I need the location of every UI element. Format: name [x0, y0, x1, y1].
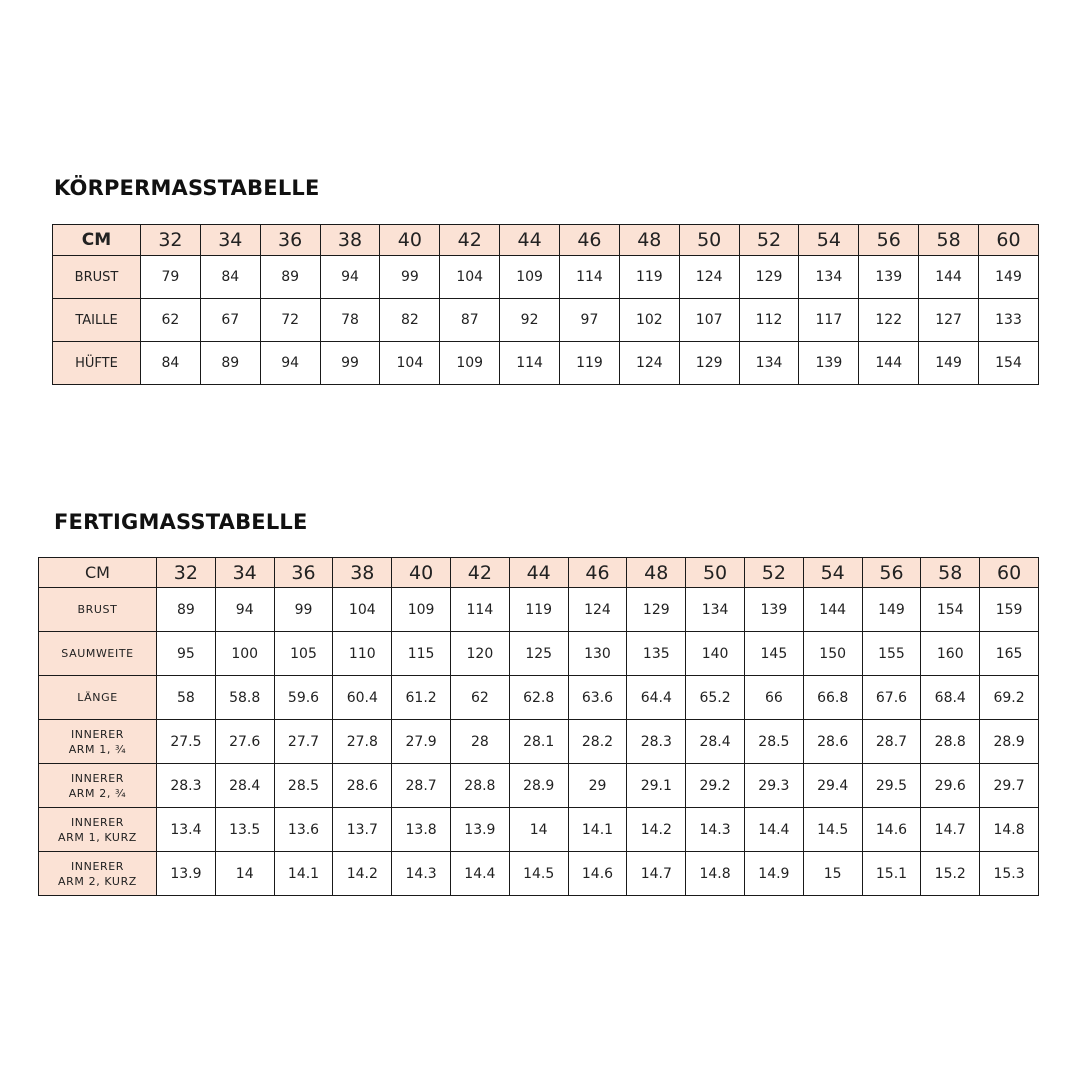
value-cell: 15.1: [862, 852, 921, 896]
value-cell: 62: [141, 299, 201, 342]
value-cell: 119: [509, 588, 568, 632]
value-cell: 149: [919, 342, 979, 385]
value-cell: 29.6: [921, 764, 980, 808]
value-cell: 28.8: [921, 720, 980, 764]
size-header-cell: 40: [392, 558, 451, 588]
value-cell: 114: [450, 588, 509, 632]
value-cell: 72: [260, 299, 320, 342]
size-header-cell: 32: [141, 225, 201, 256]
value-cell: 14.2: [627, 808, 686, 852]
unit-header-cell: CM: [39, 558, 157, 588]
row-label-cell: [39, 808, 157, 852]
value-cell: 119: [560, 342, 620, 385]
value-cell: 14.4: [744, 808, 803, 852]
value-cell: 127: [919, 299, 979, 342]
measurement-row: [39, 676, 1039, 720]
size-header-cell: 60: [979, 225, 1039, 256]
value-cell: 105: [274, 632, 333, 676]
value-cell: 99: [380, 256, 440, 299]
value-cell: 27.8: [333, 720, 392, 764]
value-cell: 14.1: [274, 852, 333, 896]
value-cell: 155: [862, 632, 921, 676]
value-cell: 133: [979, 299, 1039, 342]
value-cell: 14.7: [627, 852, 686, 896]
row-label-cell: [39, 588, 157, 632]
koerper-size-table: [52, 224, 1039, 385]
value-cell: 64.4: [627, 676, 686, 720]
value-cell: 95: [157, 632, 216, 676]
row-label-line: ARM 2, KURZ: [58, 874, 137, 888]
value-cell: 14.5: [803, 808, 862, 852]
header-row: [53, 225, 1039, 256]
row-label-cell: TAILLE: [53, 299, 141, 342]
value-cell: 28.3: [157, 764, 216, 808]
value-cell: 89: [157, 588, 216, 632]
value-cell: 28.2: [568, 720, 627, 764]
value-cell: 110: [333, 632, 392, 676]
value-cell: 149: [979, 256, 1039, 299]
value-cell: 28.5: [744, 720, 803, 764]
value-cell: 13.5: [215, 808, 274, 852]
value-cell: 100: [215, 632, 274, 676]
value-cell: 60.4: [333, 676, 392, 720]
size-header-cell: 36: [274, 558, 333, 588]
value-cell: 124: [679, 256, 739, 299]
unit-header-cell: CM: [53, 225, 141, 256]
value-cell: 28.4: [686, 720, 745, 764]
value-cell: 28: [450, 720, 509, 764]
size-header-cell: 44: [509, 558, 568, 588]
value-cell: 66.8: [803, 676, 862, 720]
value-cell: 29.3: [744, 764, 803, 808]
value-cell: 104: [440, 256, 500, 299]
value-cell: 14.3: [392, 852, 451, 896]
measurement-row: [39, 764, 1039, 808]
value-cell: 14.9: [744, 852, 803, 896]
value-cell: 154: [921, 588, 980, 632]
measurement-row: [39, 852, 1039, 896]
row-label-line: INNERER: [70, 815, 125, 829]
value-cell: 15: [803, 852, 862, 896]
row-label-cell: [39, 720, 157, 764]
value-cell: 65.2: [686, 676, 745, 720]
row-label-line: SAUMWEITE: [61, 647, 134, 660]
value-cell: 117: [799, 299, 859, 342]
size-header-cell: 52: [739, 225, 799, 256]
value-cell: 159: [980, 588, 1039, 632]
value-cell: 29.5: [862, 764, 921, 808]
size-header-cell: 58: [919, 225, 979, 256]
size-header-cell: 54: [803, 558, 862, 588]
size-header-cell: 46: [560, 225, 620, 256]
value-cell: 122: [859, 299, 919, 342]
value-cell: 58: [157, 676, 216, 720]
value-cell: 144: [919, 256, 979, 299]
measurement-row: [39, 720, 1039, 764]
value-cell: 28.6: [333, 764, 392, 808]
value-cell: 14.2: [333, 852, 392, 896]
value-cell: 129: [627, 588, 686, 632]
value-cell: 28.7: [392, 764, 451, 808]
row-label-line: ARM 1, KURZ: [58, 830, 137, 844]
size-header-cell: 32: [157, 558, 216, 588]
value-cell: 28.8: [450, 764, 509, 808]
value-cell: 13.8: [392, 808, 451, 852]
row-label-cell: BRUST: [53, 256, 141, 299]
value-cell: 13.4: [157, 808, 216, 852]
value-cell: 69.2: [980, 676, 1039, 720]
value-cell: 29.7: [980, 764, 1039, 808]
row-label-line: ARM 2, ¾: [68, 786, 127, 800]
size-header-cell: 50: [679, 225, 739, 256]
value-cell: 165: [980, 632, 1039, 676]
size-header-cell: 56: [862, 558, 921, 588]
value-cell: 62.8: [509, 676, 568, 720]
value-cell: 67: [200, 299, 260, 342]
size-header-cell: 36: [260, 225, 320, 256]
measurement-row: [53, 342, 1039, 385]
value-cell: 13.9: [157, 852, 216, 896]
value-cell: 28.6: [803, 720, 862, 764]
value-cell: 27.5: [157, 720, 216, 764]
row-label-cell: [39, 676, 157, 720]
row-label-line: INNERER: [70, 859, 125, 873]
value-cell: 14.7: [921, 808, 980, 852]
value-cell: 28.3: [627, 720, 686, 764]
value-cell: 124: [619, 342, 679, 385]
value-cell: 149: [862, 588, 921, 632]
value-cell: 14.6: [862, 808, 921, 852]
value-cell: 29.2: [686, 764, 745, 808]
value-cell: 109: [392, 588, 451, 632]
value-cell: 89: [200, 342, 260, 385]
value-cell: 109: [500, 256, 560, 299]
size-header-cell: 34: [200, 225, 260, 256]
row-label-cell: [39, 852, 157, 896]
row-label-cell: [39, 632, 157, 676]
value-cell: 14.5: [509, 852, 568, 896]
value-cell: 104: [380, 342, 440, 385]
value-cell: 124: [568, 588, 627, 632]
row-label-line: INNERER: [70, 727, 125, 741]
value-cell: 14.8: [980, 808, 1039, 852]
value-cell: 94: [320, 256, 380, 299]
value-cell: 120: [450, 632, 509, 676]
value-cell: 99: [274, 588, 333, 632]
size-header-cell: 44: [500, 225, 560, 256]
value-cell: 28.9: [509, 764, 568, 808]
value-cell: 66: [744, 676, 803, 720]
value-cell: 28.7: [862, 720, 921, 764]
value-cell: 13.6: [274, 808, 333, 852]
measurement-row: [53, 256, 1039, 299]
value-cell: 115: [392, 632, 451, 676]
value-cell: 87: [440, 299, 500, 342]
row-label-line: INNERER: [70, 771, 125, 785]
size-header-cell: 50: [686, 558, 745, 588]
value-cell: 129: [739, 256, 799, 299]
value-cell: 130: [568, 632, 627, 676]
value-cell: 84: [200, 256, 260, 299]
size-header-cell: 48: [619, 225, 679, 256]
size-header-cell: 40: [380, 225, 440, 256]
value-cell: 94: [215, 588, 274, 632]
row-label-line: LÄNGE: [77, 691, 118, 704]
value-cell: 145: [744, 632, 803, 676]
value-cell: 97: [560, 299, 620, 342]
value-cell: 139: [799, 342, 859, 385]
size-header-cell: 34: [215, 558, 274, 588]
value-cell: 150: [803, 632, 862, 676]
value-cell: 67.6: [862, 676, 921, 720]
value-cell: 68.4: [921, 676, 980, 720]
value-cell: 134: [739, 342, 799, 385]
value-cell: 119: [619, 256, 679, 299]
value-cell: 154: [979, 342, 1039, 385]
size-header-cell: 52: [744, 558, 803, 588]
row-label-cell: [39, 764, 157, 808]
value-cell: 144: [859, 342, 919, 385]
value-cell: 14.8: [686, 852, 745, 896]
value-cell: 59.6: [274, 676, 333, 720]
value-cell: 139: [859, 256, 919, 299]
value-cell: 139: [744, 588, 803, 632]
value-cell: 29.4: [803, 764, 862, 808]
value-cell: 114: [500, 342, 560, 385]
value-cell: 82: [380, 299, 440, 342]
value-cell: 129: [679, 342, 739, 385]
measurement-row: [53, 299, 1039, 342]
fertig-table-title: FERTIGMASSTABELLE: [54, 510, 308, 534]
size-header-cell: 58: [921, 558, 980, 588]
value-cell: 27.7: [274, 720, 333, 764]
size-header-cell: 54: [799, 225, 859, 256]
size-header-cell: 42: [450, 558, 509, 588]
value-cell: 107: [679, 299, 739, 342]
value-cell: 14: [215, 852, 274, 896]
size-header-cell: 46: [568, 558, 627, 588]
fertig-size-table: [38, 557, 1039, 896]
value-cell: 84: [141, 342, 201, 385]
row-label-line: ARM 1, ¾: [68, 742, 127, 756]
value-cell: 144: [803, 588, 862, 632]
value-cell: 14.3: [686, 808, 745, 852]
value-cell: 109: [440, 342, 500, 385]
value-cell: 78: [320, 299, 380, 342]
size-header-cell: 56: [859, 225, 919, 256]
measurement-row: [39, 808, 1039, 852]
value-cell: 140: [686, 632, 745, 676]
value-cell: 134: [799, 256, 859, 299]
value-cell: 89: [260, 256, 320, 299]
row-label-cell: HÜFTE: [53, 342, 141, 385]
value-cell: 29.1: [627, 764, 686, 808]
koerper-table-title: KÖRPERMASSTABELLE: [54, 176, 320, 200]
value-cell: 28.9: [980, 720, 1039, 764]
value-cell: 104: [333, 588, 392, 632]
value-cell: 14.6: [568, 852, 627, 896]
value-cell: 29: [568, 764, 627, 808]
value-cell: 14.4: [450, 852, 509, 896]
value-cell: 14: [509, 808, 568, 852]
value-cell: 99: [320, 342, 380, 385]
size-header-cell: 42: [440, 225, 500, 256]
row-label-line: BRUST: [77, 603, 118, 616]
value-cell: 160: [921, 632, 980, 676]
value-cell: 62: [450, 676, 509, 720]
value-cell: 27.6: [215, 720, 274, 764]
value-cell: 27.9: [392, 720, 451, 764]
value-cell: 28.1: [509, 720, 568, 764]
value-cell: 13.9: [450, 808, 509, 852]
size-header-cell: 38: [320, 225, 380, 256]
value-cell: 134: [686, 588, 745, 632]
size-header-cell: 60: [980, 558, 1039, 588]
value-cell: 135: [627, 632, 686, 676]
value-cell: 125: [509, 632, 568, 676]
header-row: [39, 558, 1039, 588]
value-cell: 13.7: [333, 808, 392, 852]
value-cell: 28.5: [274, 764, 333, 808]
size-header-cell: 38: [333, 558, 392, 588]
value-cell: 102: [619, 299, 679, 342]
value-cell: 94: [260, 342, 320, 385]
value-cell: 61.2: [392, 676, 451, 720]
measurement-row: [39, 588, 1039, 632]
size-header-cell: 48: [627, 558, 686, 588]
value-cell: 112: [739, 299, 799, 342]
value-cell: 14.1: [568, 808, 627, 852]
value-cell: 15.2: [921, 852, 980, 896]
value-cell: 15.3: [980, 852, 1039, 896]
value-cell: 28.4: [215, 764, 274, 808]
value-cell: 79: [141, 256, 201, 299]
value-cell: 114: [560, 256, 620, 299]
value-cell: 63.6: [568, 676, 627, 720]
value-cell: 92: [500, 299, 560, 342]
measurement-row: [39, 632, 1039, 676]
value-cell: 58.8: [215, 676, 274, 720]
